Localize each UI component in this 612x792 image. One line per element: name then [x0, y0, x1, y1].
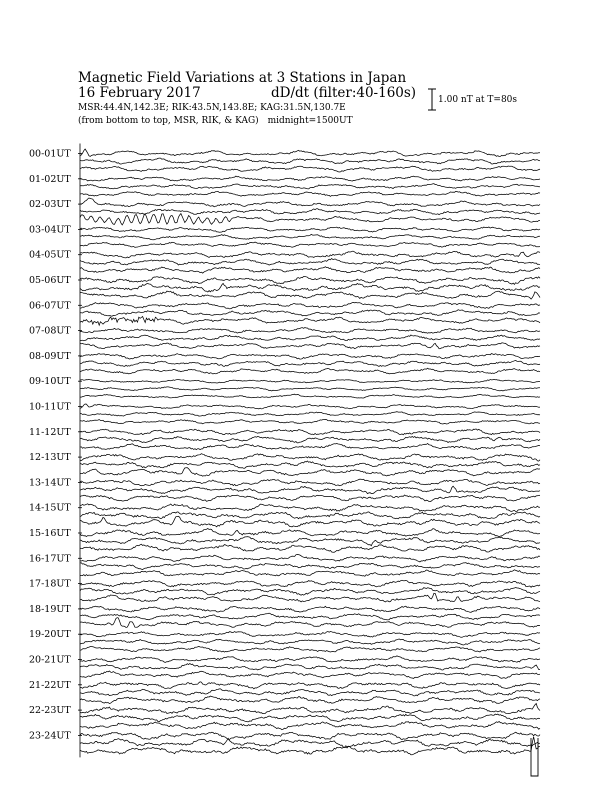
trace-kag: [80, 404, 540, 409]
trace-rik: [80, 512, 540, 519]
hour-label: 17-18UT: [29, 578, 71, 590]
trace-msr: [80, 570, 540, 577]
hour-label: 04-05UT: [29, 249, 71, 261]
hour-label: 16-17UT: [29, 553, 71, 565]
trace-rik: [80, 689, 540, 696]
trace-rik: [80, 588, 540, 596]
trace-rik: [80, 613, 540, 620]
trace-kag: [80, 529, 540, 537]
hour-label: 03-04UT: [29, 224, 71, 236]
trace-group: [29, 144, 540, 777]
hour-label: 00-01UT: [29, 148, 71, 160]
trace-kag: [80, 606, 540, 612]
trace-rik: [80, 283, 540, 292]
trace-kag: [80, 580, 540, 587]
trace-kag: [80, 682, 540, 689]
trace-rik: [80, 563, 540, 570]
trace-msr: [80, 291, 540, 299]
hour-label: 20-21UT: [29, 654, 71, 666]
trace-kag: [80, 555, 540, 562]
trace-kag: [80, 328, 540, 334]
trace-kag: [80, 302, 540, 309]
trace-msr: [80, 593, 540, 602]
hour-label: 18-19UT: [29, 603, 71, 615]
trace-kag: [80, 251, 540, 258]
trace-rik: [80, 234, 540, 240]
trace-kag: [80, 732, 540, 739]
trace-msr: [80, 444, 540, 450]
station-coordinates: MSR:44.4N,142.3E; RIK:43.5N,143.8E; KAG:31.5N,130.7E: [78, 103, 346, 113]
trace-rik: [80, 310, 540, 317]
trace-rik: [80, 738, 540, 747]
trace-msr: [80, 368, 540, 374]
hour-label: 13-14UT: [29, 477, 71, 489]
trace-rik: [80, 664, 540, 671]
trace-kag: [80, 656, 540, 663]
trace-kag: [80, 504, 540, 512]
trace-msr: [80, 166, 540, 172]
trace-msr: [80, 214, 540, 225]
trace-rik: [80, 486, 540, 493]
trace-kag: [80, 479, 540, 486]
trace-msr: [80, 671, 540, 678]
hour-label: 06-07UT: [29, 300, 71, 312]
trace-msr: [80, 419, 540, 424]
hour-label: 05-06UT: [29, 275, 71, 286]
trace-kag: [80, 149, 540, 157]
hour-label: 10-11UT: [29, 401, 71, 413]
trace-kag: [80, 176, 540, 181]
trace-msr: [80, 544, 540, 552]
trace-rik: [80, 714, 540, 722]
midnight-label: midnight=1500UT: [267, 116, 353, 126]
trace-rik: [80, 158, 540, 164]
hour-label: 14-15UT: [29, 502, 71, 514]
trace-msr: [80, 267, 540, 273]
trace-msr: [80, 516, 540, 527]
trace-rik: [80, 437, 540, 443]
hour-label: 19-20UT: [29, 629, 71, 641]
trace-kag: [80, 198, 540, 207]
trace-kag: [80, 379, 540, 383]
hour-label: 02-03UT: [29, 199, 71, 211]
trace-rik: [80, 461, 540, 468]
trace-rik: [80, 335, 540, 341]
hour-label: 07-08UT: [29, 325, 71, 337]
hour-label: 08-09UT: [29, 350, 71, 362]
trace-msr: [80, 495, 540, 502]
trace-rik: [80, 360, 540, 366]
trace-rik: [80, 184, 540, 189]
field-filter-label: dD/dt (filter:40-160s): [271, 85, 417, 101]
trace-kag: [80, 429, 540, 435]
trace-rik: [80, 537, 540, 546]
hour-label: 12-13UT: [29, 452, 71, 464]
scale-bar-label: 1.00 nT at T=80s: [438, 95, 518, 105]
trace-rik: [80, 209, 540, 215]
trace-kag: [80, 704, 540, 714]
trace-rik: [80, 259, 540, 266]
hour-label: 11-12UT: [29, 426, 71, 438]
trace-rik: [80, 412, 540, 416]
hour-label: 15-16UT: [29, 528, 71, 539]
hour-label: 21-22UT: [29, 679, 71, 691]
hour-label: 01-02UT: [29, 173, 71, 185]
trace-msr: [80, 646, 540, 652]
trace-kag: [80, 354, 540, 360]
trace-msr: [80, 468, 540, 477]
trace-rik: [80, 387, 540, 391]
trace-msr: [80, 394, 540, 398]
trace-kag: [80, 454, 540, 461]
hour-label: 09-10UT: [29, 376, 71, 388]
date-label: 16 February 2017: [78, 85, 201, 101]
trace-kag: [80, 227, 540, 232]
hour-label: 23-24UT: [29, 730, 71, 742]
trace-msr: [80, 696, 540, 704]
chart-title: Magnetic Field Variations at 3 Stations in Japan: [78, 70, 407, 86]
trace-msr: [80, 343, 540, 349]
station-order-label: (from bottom to top, MSR, RIK, & KAG): [78, 116, 259, 126]
trace-msr: [80, 242, 540, 247]
trace-msr: [80, 722, 540, 730]
trace-rik: [80, 639, 540, 645]
hour-label: 22-23UT: [29, 705, 71, 717]
trace-msr: [80, 317, 540, 326]
trace-kag: [80, 277, 540, 285]
trace-kag: [80, 632, 540, 638]
trace-msr: [80, 618, 540, 628]
trace-msr: [80, 191, 540, 196]
